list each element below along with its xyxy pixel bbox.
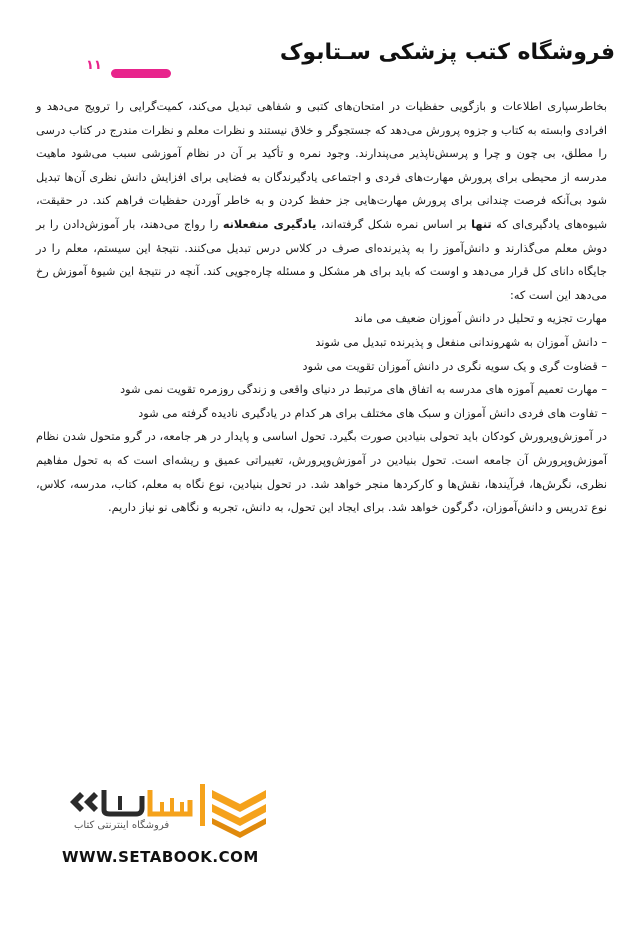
books-logo-icon — [200, 782, 268, 838]
header-title: فروشگاه کتب پزشکی سـتابوک — [279, 40, 615, 65]
para1-bold2: یادگیری منفعلانه — [222, 217, 317, 231]
para1-part1: بخاطرسپاری اطلاعات و بازگویی حفظیات در امتحان‌های کتبی و شفاهی تبدیل می‌کند، کمیت‌گرایی را ترویج می‌دهد و افرادی وابسته به کتاب و جزوه پرورش می‌دهد که جستجوگر و خلاق نیستند و نظرات معلم و نظرات مندرج در کتاب درسی را مطلق، بی چون و چرا و پرسش‌ناپذیر می‌پندارند. وجود نمره و تأکید بر آن در نظام آموزشی سبب می‌شود ماهیت مدرسه از محیطی برای پرورش مهارت‌های فردی و اجتماعی یادگیرندگان به فضایی برای افزایش دانش نظری آن‌ها تبدیل شود بی‌آنکه فرصت چندانی برای پرورش مهارت‌هایی جز حفظ کردن و به خاطر آوردن حفظیات فراهم کند. در حقیقت، شیوه‌های یادگیری‌ای که — [36, 100, 608, 231]
logo-tagline: فروشگاه اینترنتی کتاب — [74, 820, 170, 831]
para1-bold1: تنها — [471, 217, 492, 231]
list-item: – دانش آموزان به شهروندانی منفعل و پذیرنده تبدیل می شوند — [315, 335, 607, 349]
page-number: ۱۱ — [86, 58, 102, 73]
publisher-logo — [50, 782, 280, 892]
para1-part3: را رواج می‌دهند، بار آموزش‌دادن را بر دوش معلم می‌گذارند و دانش‌آموز را به پذیرنده‌ای صرف در کلاس درس تبدیل می‌کنند. نتیجهٔ این سیستم، معلم را در جایگاه دانای کل قرار می‌دهد و اوست که باید برای هر مشکل و مسئله چاره‌جویی کند. آنچه در نتیجهٔ این شیوهٔ آموزش رخ می‌دهد این است که: — [36, 217, 607, 302]
logo-url: WWW.SETABOOK.COM — [62, 848, 259, 866]
accent-bar — [111, 69, 171, 78]
list-item: – تفاوت های فردی دانش آموزان و سبک های مختلف برای هر کدام در یادگیری نادیده گرفته می شود — [138, 406, 607, 420]
list-item: – قضاوت گری و یک سویه نگری در دانش آموزان تقویت می شود — [302, 359, 607, 373]
paragraph-2: در آموزش‌وپرورش کودکان باید تحولی بنیادین صورت بگیرد. تحول اساسی و پایدار در هر جامعه، در گرو متحول شدن نظام آموزش‌وپرورش آن جامعه است. تحول بنیادین در آموزش‌وپرورش، تغییراتی عمیق و ریشه‌ای است که به تحول مفاهیم نظری، نگرش‌ها، فرآیندها، نقش‌ها و کارکردها منجر خواهد شد. در تحول بنیادین، نوع نگاه به معلم، کتاب، مدرسه، کلاس، نوع تدریس و دانش‌آموزان، دگرگون خواهد شد. برای ایجاد این تحول، به دانش، تجربه و نگاهی نو نیاز داریم. — [36, 430, 607, 515]
body-text — [36, 95, 607, 520]
brand-wordmark-icon — [66, 782, 196, 822]
para1-part2: بر اساس نمره شکل گرفته‌اند، — [320, 217, 467, 231]
list-item: – مهارت تعمیم آموزه های مدرسه به اتفاق های مرتبط در دنیای واقعی و زندگی روزمره تقویت نمی شود — [120, 383, 607, 397]
list-item: مهارت تجزیه و تحلیل در دانش آموزان ضعیف می ماند — [354, 312, 607, 326]
paragraph-1 — [36, 95, 607, 307]
